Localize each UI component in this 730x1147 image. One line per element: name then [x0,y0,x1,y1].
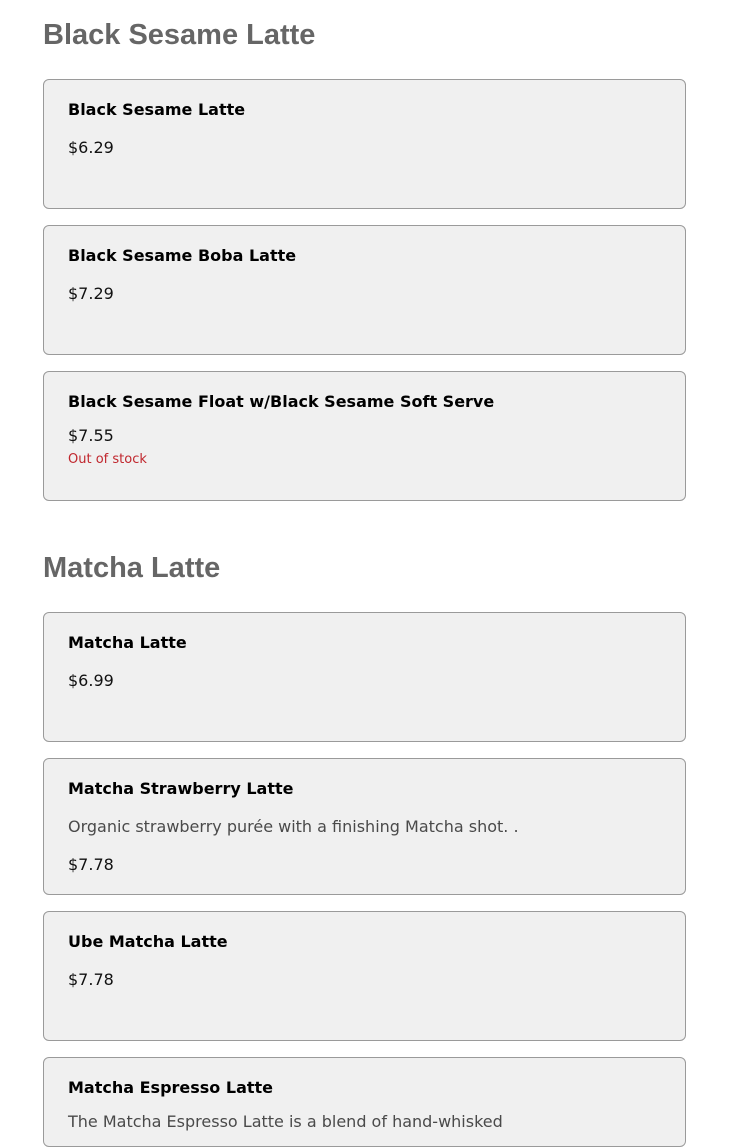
item-price: $7.55 [68,426,114,445]
item-name: Black Sesame Latte [68,100,246,119]
section-title-black-sesame-latte: Black Sesame Latte [43,19,316,51]
menu-item-card[interactable] [43,79,686,209]
menu-item-card[interactable] [43,911,686,1041]
item-description: Organic strawberry purée with a finishing Matcha shot. . [68,817,519,836]
menu-item-card[interactable] [43,612,686,742]
section-title-matcha-latte: Matcha Latte [43,552,221,584]
item-name: Black Sesame Boba Latte [68,246,297,265]
item-price: $7.78 [68,970,114,989]
item-price: $7.78 [68,855,114,874]
item-name: Matcha Latte [68,633,187,652]
item-name: Black Sesame Float w/Black Sesame Soft Serve [68,392,495,411]
menu-item-card[interactable] [43,225,686,355]
menu-item-card[interactable] [43,758,686,895]
menu-item-card[interactable] [43,1057,686,1147]
item-price: $6.99 [68,671,114,690]
menu-item-card[interactable] [43,371,686,501]
out-of-stock-label: Out of stock [68,452,147,467]
item-name: Ube Matcha Latte [68,932,228,951]
item-price: $7.29 [68,284,114,303]
item-description: The Matcha Espresso Latte is a blend of hand-whisked [68,1112,503,1131]
item-name: Matcha Espresso Latte [68,1078,274,1097]
item-name: Matcha Strawberry Latte [68,779,294,798]
item-price: $6.29 [68,138,114,157]
